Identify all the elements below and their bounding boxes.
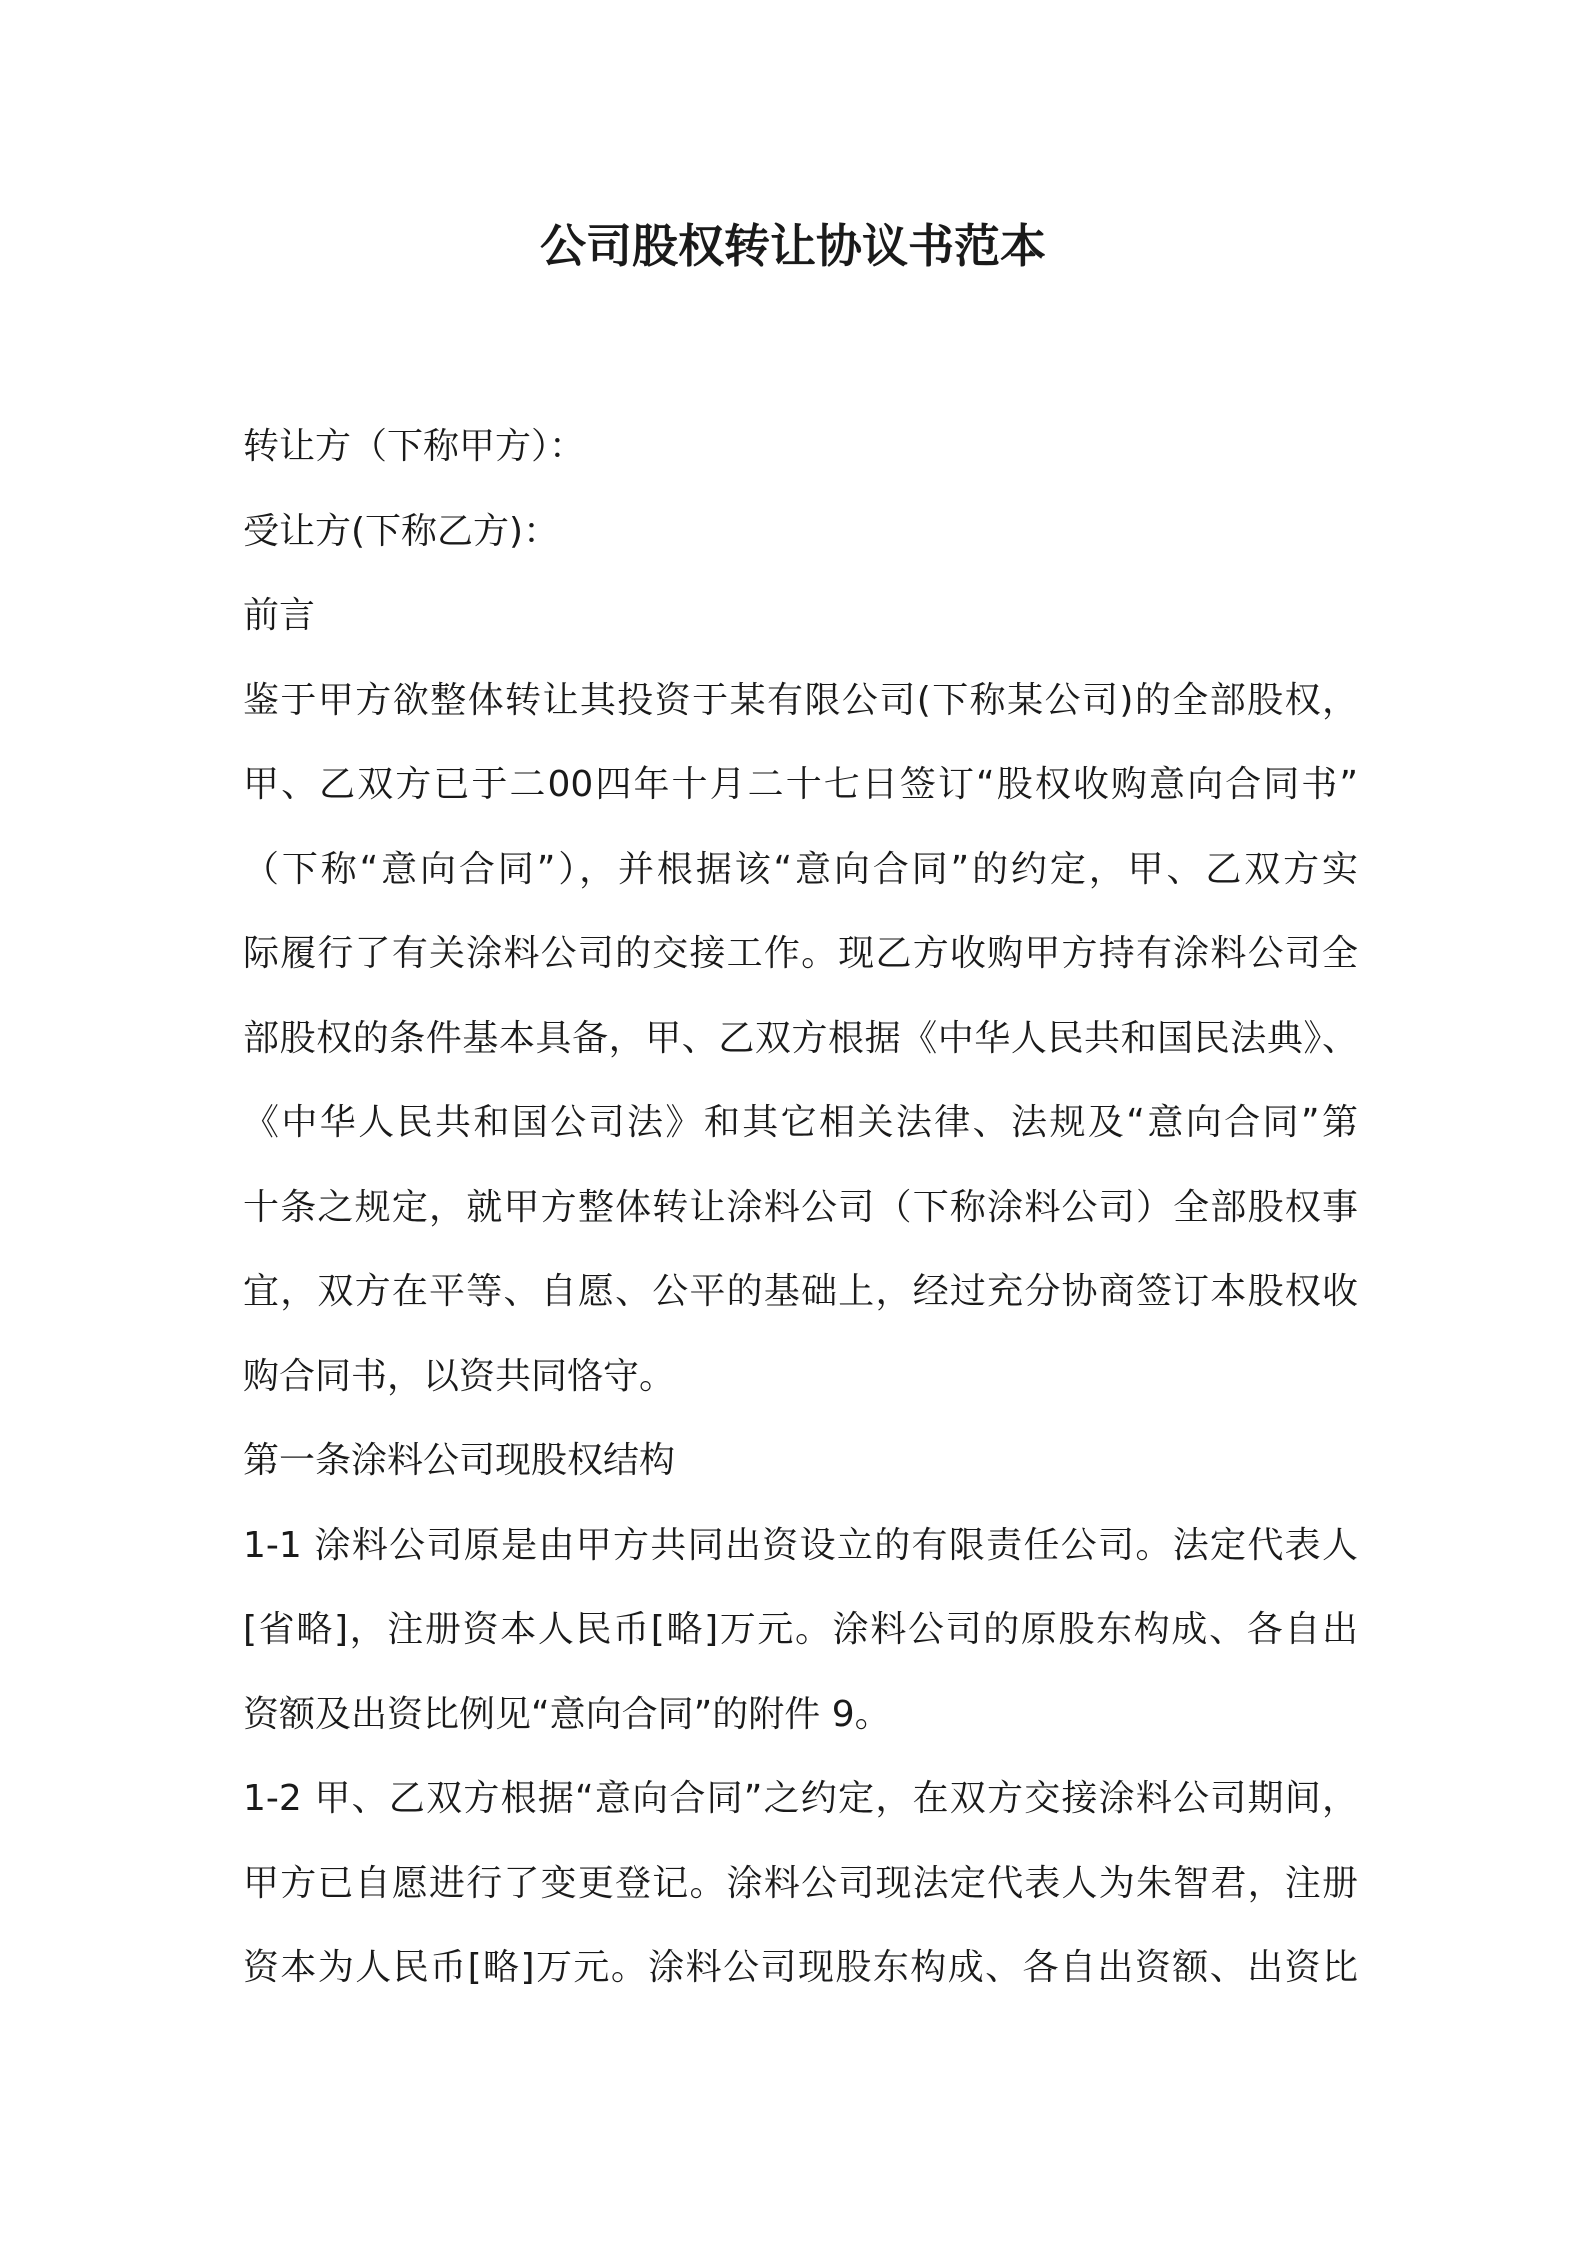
- clause-line: [省略]，注册资本人民币[略]万元。涂料公司的原股东构成、各自出: [243, 1609, 1358, 1650]
- paragraph-line: 甲、乙双方已于二00四年十月二十七日签订“股权收购意向合同书”: [243, 764, 1358, 805]
- clause-line: 1-1 涂料公司原是由甲方共同出资设立的有限责任公司。法定代表人: [243, 1524, 1358, 1566]
- party-b-line: 受让方(下称乙方)：: [243, 510, 560, 552]
- clause-line: 资额及出资比例见“意向合同”的附件 9。: [243, 1693, 891, 1735]
- document-body: [243, 405, 1358, 2011]
- clause-line: 1-2 甲、乙双方根据“意向合同”之约定，在双方交接涂料公司期间，: [243, 1778, 1358, 1819]
- clause-line: 甲方已自愿进行了变更登记。涂料公司现法定代表人为朱智君，注册: [243, 1862, 1358, 1904]
- paragraph-line: 十条之规定，就甲方整体转让涂料公司（下称涂料公司）全部股权事: [243, 1186, 1358, 1228]
- document-title: 公司股权转让协议书范本: [540, 219, 1046, 273]
- party-a-line: 转让方（下称甲方）：: [243, 426, 586, 467]
- paragraph-line: 部股权的条件基本具备，甲、乙双方根据《中华人民共和国民法典》、: [243, 1017, 1358, 1059]
- paragraph-line: 鉴于甲方欲整体转让其投资于某有限公司(下称某公司)的全部股权，: [243, 679, 1358, 721]
- paragraph-line: 《中华人民共和国公司法》和其它相关法律、法规及“意向合同”第: [243, 1102, 1358, 1143]
- paragraph-line: 宜，双方在平等、自愿、公平的基础上，经过充分协商签订本股权收: [243, 1271, 1358, 1312]
- clause-line: 资本为人民币[略]万元。涂料公司现股东构成、各自出资额、出资比: [243, 1947, 1358, 1988]
- article-heading: 第一条涂料公司现股权结构: [243, 1440, 676, 1481]
- preamble-heading: 前言: [243, 595, 316, 636]
- paragraph-line: （下称“意向合同”），并根据该“意向合同”的约定，甲、乙双方实: [243, 848, 1358, 890]
- paragraph-line: 际履行了有关涂料公司的交接工作。现乙方收购甲方持有涂料公司全: [243, 933, 1358, 974]
- paragraph-line: 购合同书，以资共同恪守。: [243, 1355, 676, 1397]
